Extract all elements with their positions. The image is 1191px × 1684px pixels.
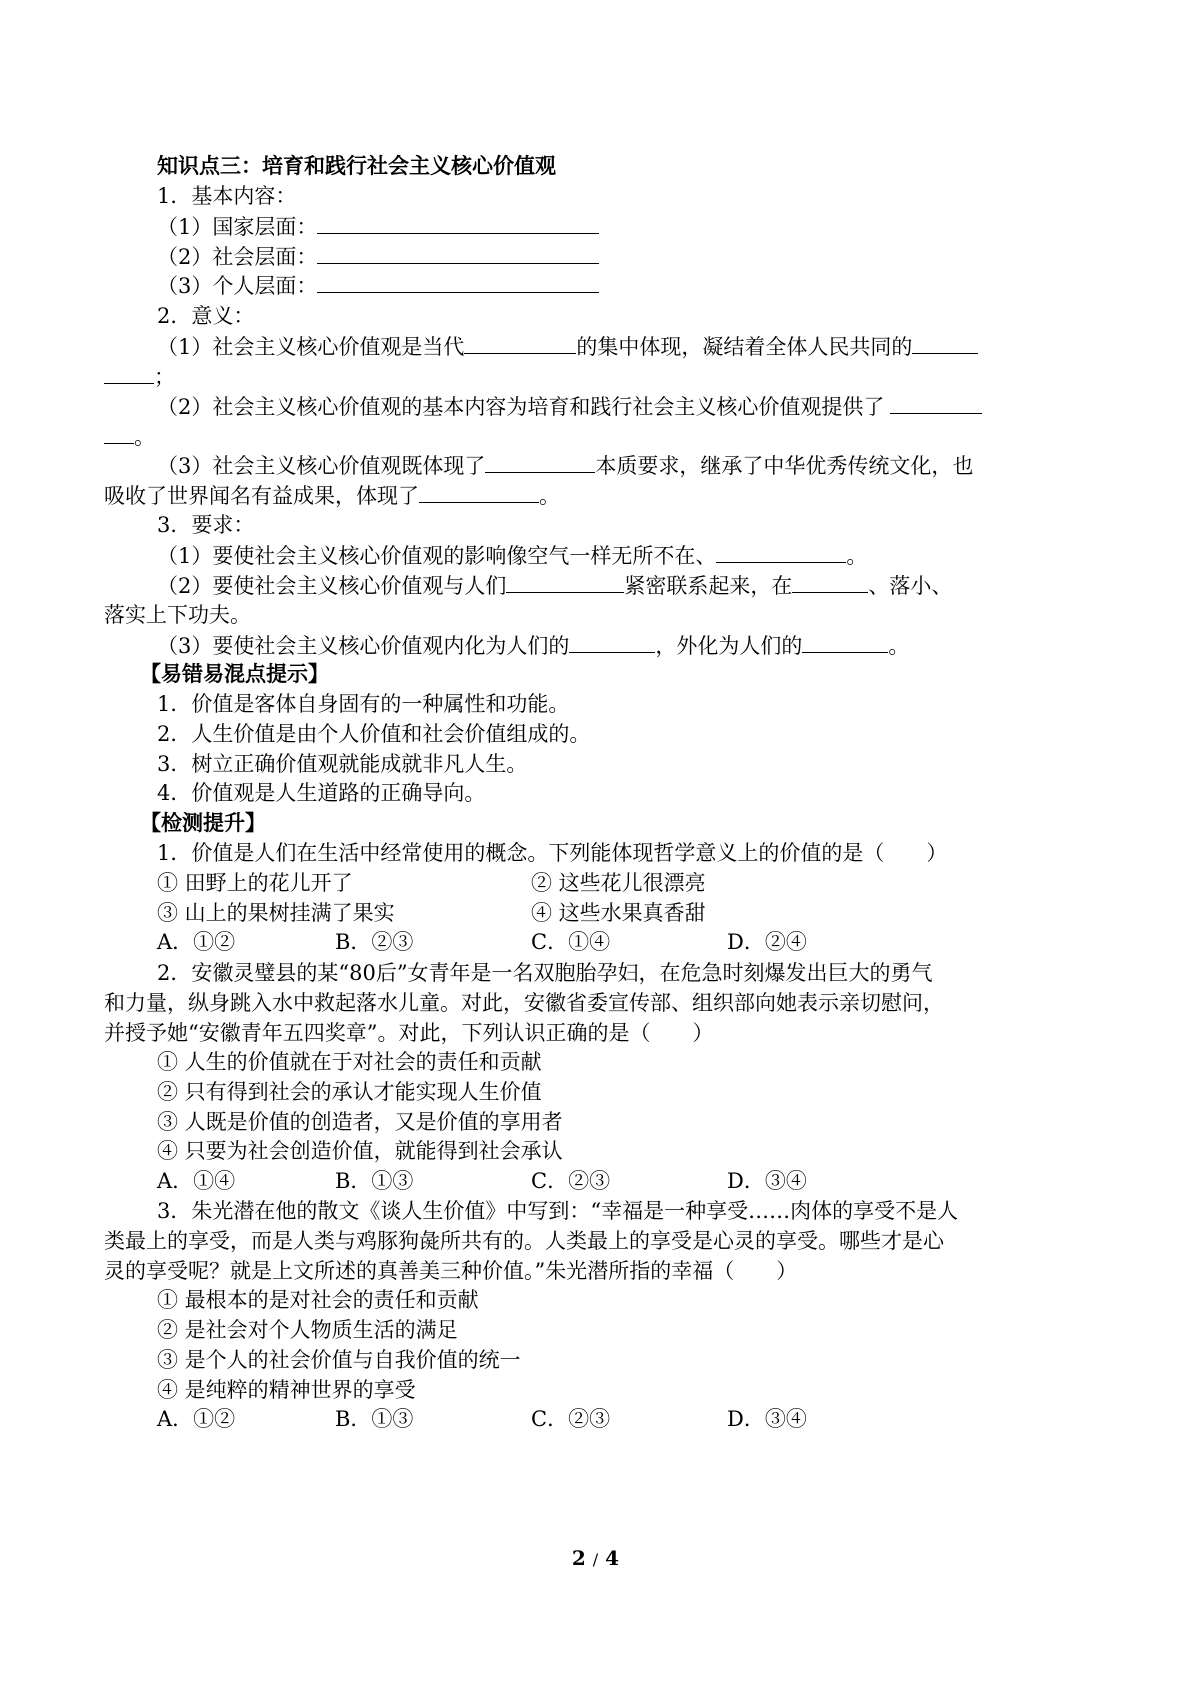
- fill-blank: [792, 570, 868, 593]
- q3-choice-c: C．②③: [531, 1407, 611, 1431]
- text-segment: 紧密联系起来，在: [624, 574, 793, 598]
- q1-statement-2: ② 这些花儿很漂亮: [531, 871, 706, 895]
- q2-choice-d: D．③④: [727, 1169, 807, 1193]
- q3-statement-3: ③ 是个人的社会价值与自我价值的统一: [157, 1348, 521, 1372]
- question-3-stem: 类最上的享受，而是人类与鸡豚狗彘所共有的。人类最上的享受是心灵的享受。哪些才是心: [104, 1229, 944, 1253]
- national-level-label: （1）国家层面：: [157, 215, 318, 239]
- question-3-stem: 3．朱光潜在他的散文《谈人生价值》中写到：“幸福是一种享受……肉体的享受不是人: [157, 1199, 959, 1223]
- q2-choice-a: A．①④: [157, 1169, 236, 1193]
- fill-blank: [716, 540, 846, 563]
- text-segment: 本质要求，继承了中华优秀传统文化，也: [595, 454, 974, 478]
- test-heading: 【检测提升】: [140, 810, 266, 835]
- requirement-2-line: [157, 570, 952, 601]
- social-level-blank: [317, 241, 599, 264]
- current-page: 2: [571, 1546, 586, 1570]
- q1-statement-1: ① 田野上的花儿开了: [157, 871, 353, 895]
- significance-1-cont: [104, 361, 175, 392]
- question-1-stem: 1．价值是人们在生活中经常使用的概念。下列能体现哲学意义上的价值的是（ ）: [157, 841, 948, 865]
- fill-blank: [912, 331, 978, 354]
- text-segment: ；: [154, 365, 175, 389]
- page-number: [0, 1546, 1191, 1570]
- text-segment: 、落小、: [868, 574, 953, 598]
- question-3-stem: 灵的享受呢？就是上文所述的真善美三种价值。”朱光潜所指的幸福（ ）: [104, 1259, 798, 1283]
- social-level-label: （2）社会层面：: [157, 245, 318, 269]
- significance-2-line: [157, 391, 982, 422]
- q3-statement-4: ④ 是纯粹的精神世界的享受: [157, 1378, 416, 1402]
- fill-blank: [485, 450, 595, 473]
- q1-statement-4: ④ 这些水果真香甜: [531, 901, 706, 925]
- significance-1-line: [157, 331, 978, 362]
- q3-choice-b: B．①③: [335, 1407, 414, 1431]
- text-segment: （3）社会主义核心价值观既体现了: [157, 454, 486, 478]
- q2-choice-c: C．②③: [531, 1169, 611, 1193]
- total-pages: 4: [605, 1546, 620, 1570]
- q1-choice-c: C．①④: [531, 930, 611, 954]
- text-segment: 。: [134, 425, 155, 449]
- q3-statement-2: ② 是社会对个人物质生活的满足: [157, 1318, 458, 1342]
- text-segment: （1）要使社会主义核心价值观的影响像空气一样无所不在、: [157, 544, 717, 568]
- text-segment: 。: [888, 634, 910, 658]
- text-segment: 的集中体现，凝结着全体人民共同的: [576, 335, 913, 359]
- personal-level-line: [157, 270, 599, 301]
- fill-blank: [506, 570, 624, 593]
- q1-choice-d: D．②④: [727, 930, 807, 954]
- requirement-3-line: [157, 630, 909, 661]
- significance-heading: 2．意义：: [157, 304, 255, 328]
- q3-choice-a: A．①②: [157, 1407, 236, 1431]
- mistake-item: 4．价值观是人生道路的正确导向。: [157, 781, 486, 805]
- significance-3-line: [157, 450, 973, 481]
- mistake-item: 3．树立正确价值观就能成就非凡人生。: [157, 752, 528, 776]
- national-level-blank: [317, 211, 599, 234]
- personal-level-blank: [317, 270, 599, 293]
- q2-statement-2: ② 只有得到社会的承认才能实现人生价值: [157, 1080, 542, 1104]
- text-segment: 。: [539, 484, 560, 508]
- social-level-line: [157, 241, 599, 272]
- fill-blank: [890, 391, 982, 414]
- requirements-heading: 3．要求：: [157, 513, 255, 537]
- fill-blank: [419, 480, 539, 503]
- section-title: 知识点三：培育和践行社会主义核心价值观: [157, 153, 556, 178]
- text-segment: （2）社会主义核心价值观的基本内容为培育和践行社会主义核心价值观提供了: [157, 395, 885, 419]
- personal-level-label: （3）个人层面：: [157, 274, 318, 298]
- q2-statement-3: ③ 人既是价值的创造者，又是价值的享用者: [157, 1110, 563, 1134]
- question-2-stem: 并授予她“安徽青年五四奖章”。对此，下列认识正确的是（ ）: [104, 1021, 714, 1045]
- mistake-item: 1．价值是客体自身固有的一种属性和功能。: [157, 692, 570, 716]
- page-separator: /: [592, 1550, 599, 1569]
- q1-choice-a: A．①②: [157, 930, 236, 954]
- q2-statement-1: ① 人生的价值就在于对社会的责任和贡献: [157, 1050, 542, 1074]
- fill-blank: [802, 630, 888, 653]
- text-segment: （1）社会主义核心价值观是当代: [157, 335, 465, 359]
- q2-choice-b: B．①③: [335, 1169, 414, 1193]
- mistakes-heading: 【易错易混点提示】: [140, 661, 329, 686]
- text-segment: 吸收了世界闻名有益成果，体现了: [104, 484, 419, 508]
- text-segment: ，外化为人们的: [655, 634, 803, 658]
- q3-choice-d: D．③④: [727, 1407, 807, 1431]
- q1-choice-b: B．②③: [335, 930, 414, 954]
- fill-blank: [464, 331, 576, 354]
- content-heading: 1．基本内容：: [157, 184, 297, 208]
- text-segment: （2）要使社会主义核心价值观与人们: [157, 574, 507, 598]
- requirement-2-cont: 落实上下功夫。: [104, 603, 251, 627]
- national-level-line: [157, 211, 599, 242]
- mistake-item: 2．人生价值是由个人价值和社会价值组成的。: [157, 722, 591, 746]
- text-segment: （3）要使社会主义核心价值观内化为人们的: [157, 634, 570, 658]
- text-segment: 。: [846, 544, 868, 568]
- fill-blank: [104, 421, 134, 444]
- significance-3-cont: [104, 480, 560, 511]
- question-2-stem: 和力量，纵身跳入水中救起落水儿童。对此，安徽省委宣传部、组织部向她表示亲切慰问，: [104, 991, 944, 1015]
- requirement-1-line: [157, 540, 867, 571]
- significance-2-cont: [104, 421, 155, 452]
- q3-statement-1: ① 最根本的是对社会的责任和贡献: [157, 1288, 479, 1312]
- q1-statement-3: ③ 山上的果树挂满了果实: [157, 901, 395, 925]
- q2-statement-4: ④ 只要为社会创造价值，就能得到社会承认: [157, 1139, 563, 1163]
- question-2-stem: 2．安徽灵璧县的某“80后”女青年是一名双胞胎孕妇，在危急时刻爆发出巨大的勇气: [157, 961, 933, 985]
- fill-blank: [569, 630, 655, 653]
- fill-blank: [104, 361, 154, 384]
